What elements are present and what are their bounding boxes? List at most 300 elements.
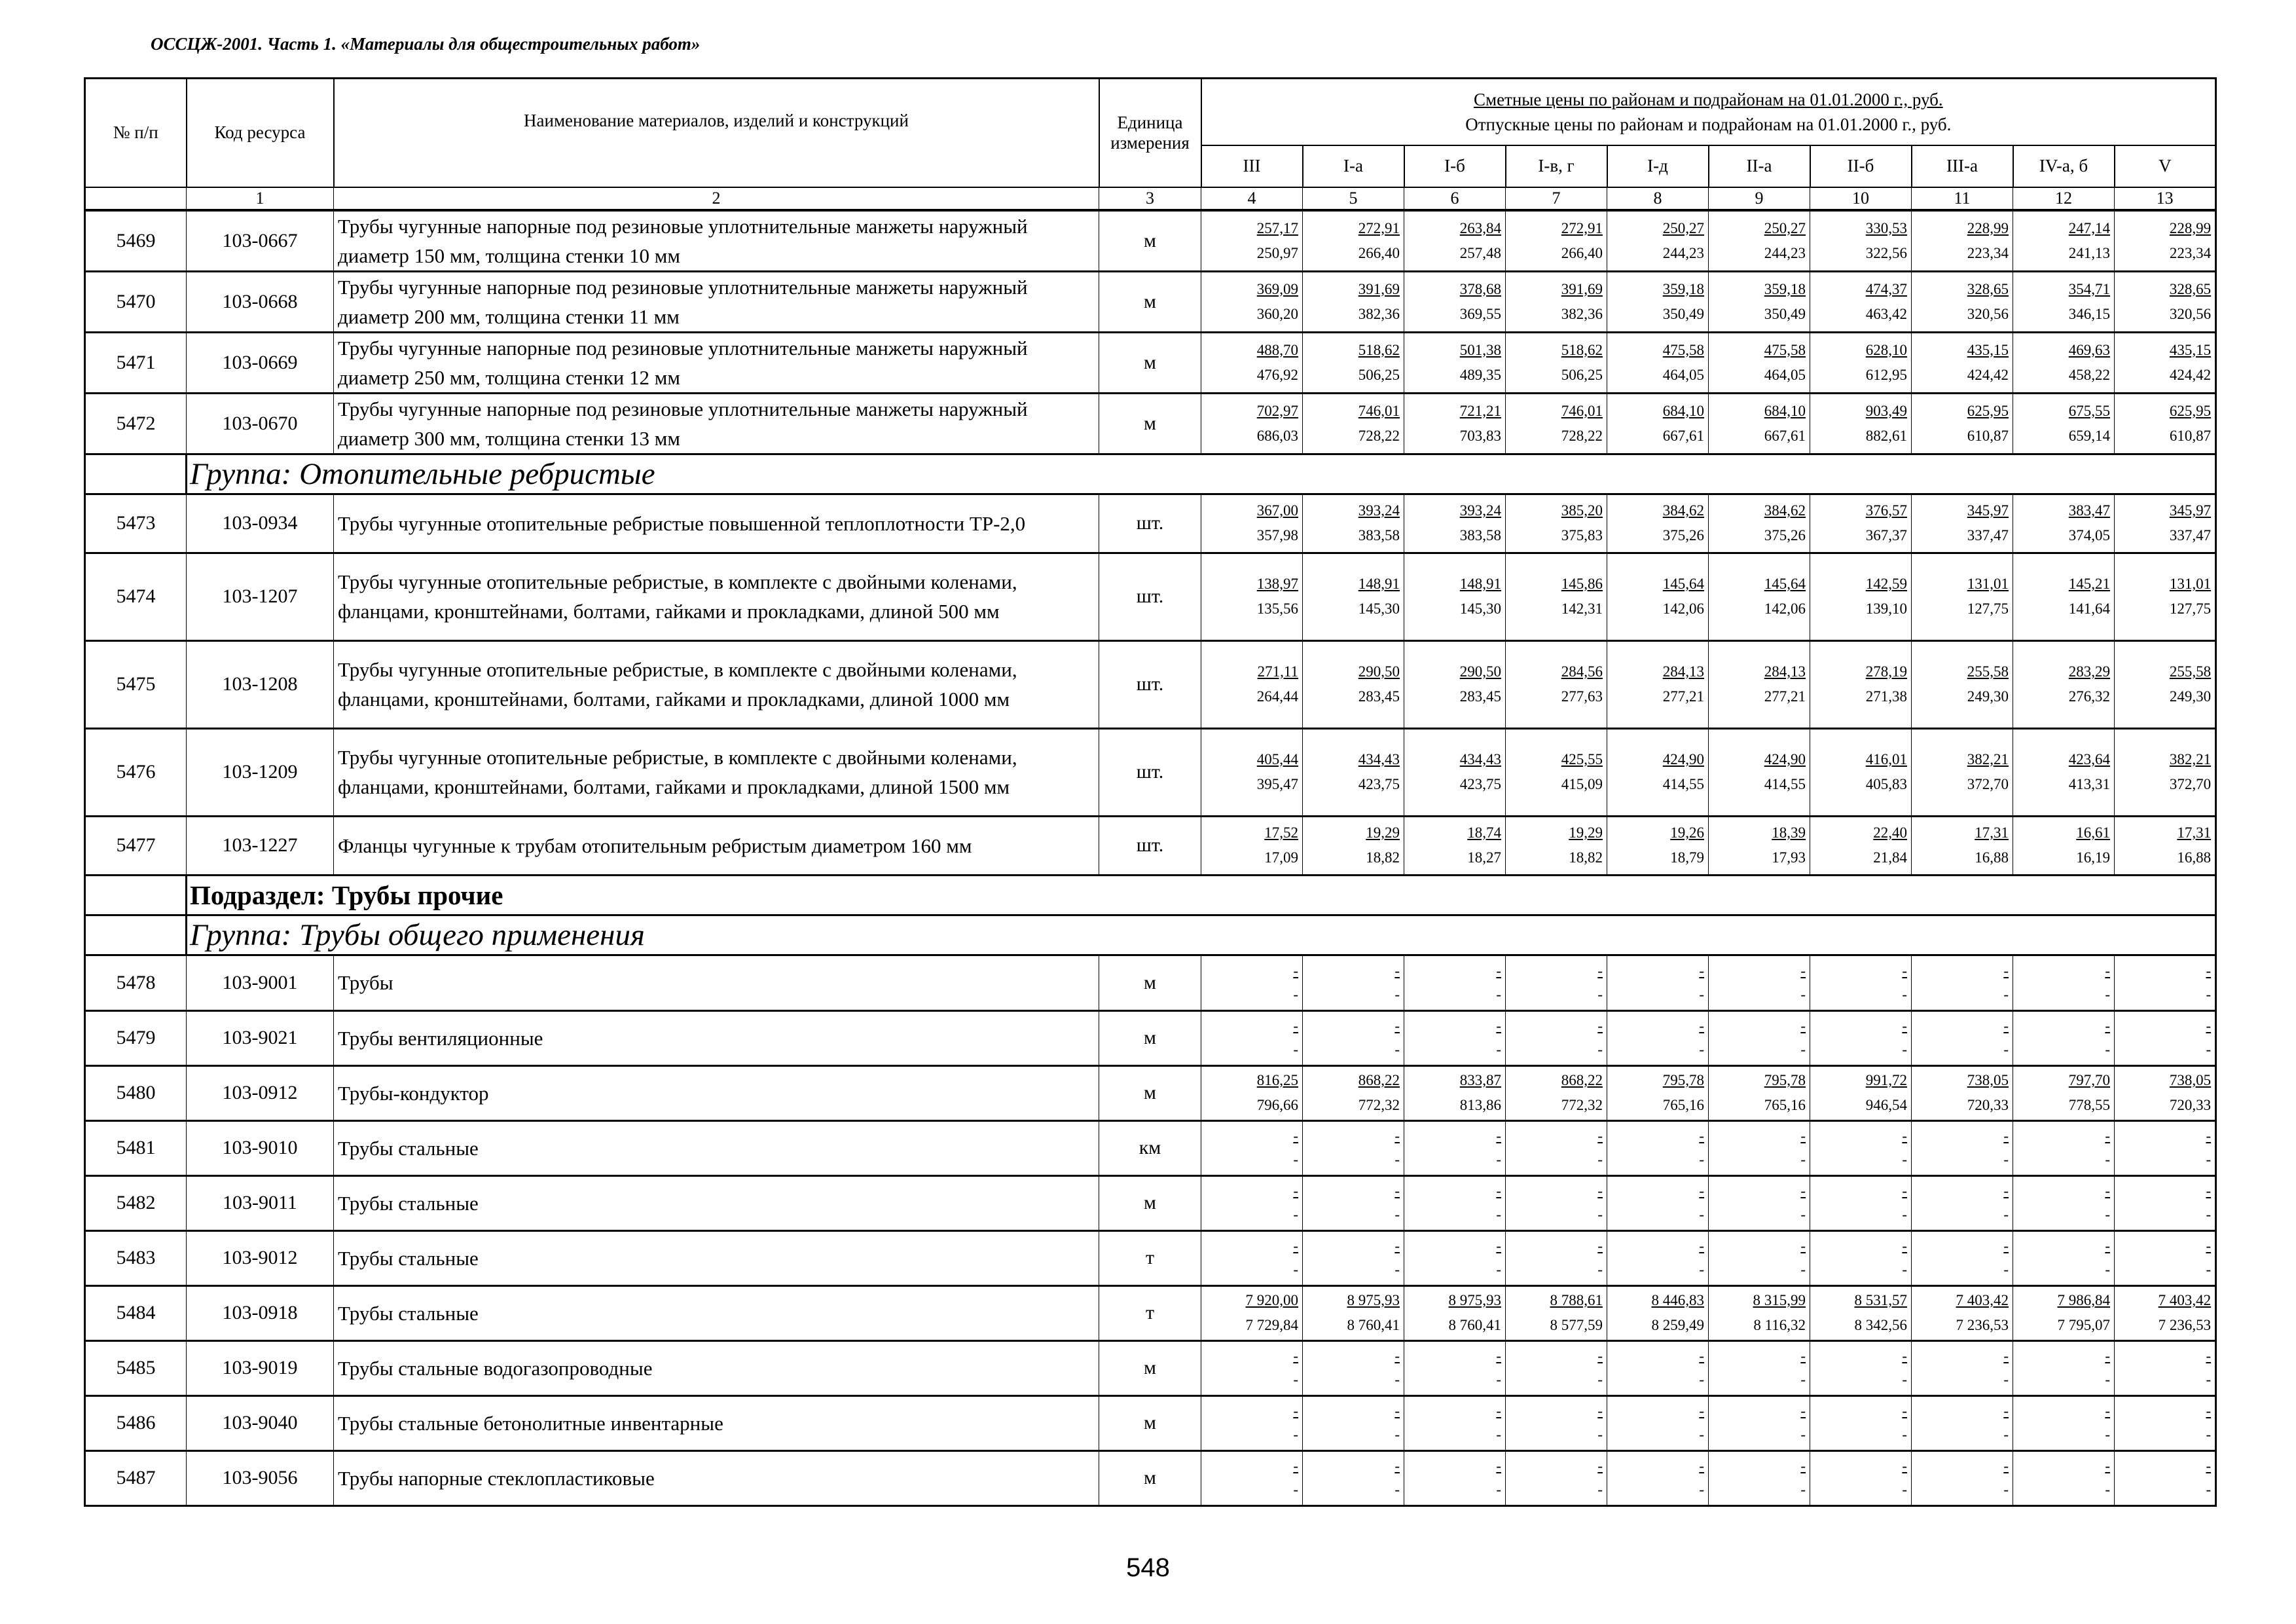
- price-cell: [1506, 955, 1607, 1010]
- release-price: -: [1699, 1426, 1704, 1443]
- estimate-price: 424,90: [1662, 751, 1704, 767]
- estimate-price: 17,31: [1975, 824, 2009, 841]
- release-price: -: [1597, 1041, 1603, 1058]
- release-price: -: [1394, 1426, 1400, 1443]
- price-cell: [1303, 494, 1404, 553]
- price-cell: [1607, 1395, 1709, 1450]
- estimate-price: 746,01: [1358, 402, 1400, 419]
- estimate-price: -: [1597, 1403, 1603, 1419]
- header-unit: Единица измерения: [1099, 79, 1201, 187]
- release-price: 244,23: [1662, 244, 1704, 261]
- estimate-price: -: [1496, 1018, 1501, 1034]
- price-cell: [1506, 640, 1607, 728]
- release-price: 423,75: [1459, 776, 1501, 792]
- price-cell: [1607, 494, 1709, 553]
- release-price: 7 236,53: [1956, 1317, 2009, 1333]
- release-price: -: [1496, 1206, 1501, 1223]
- estimate-price: 18,39: [1772, 824, 1806, 841]
- price-cell: [1607, 271, 1709, 332]
- release-price: -: [2003, 1041, 2009, 1058]
- release-price: 375,26: [1662, 527, 1704, 544]
- resource-code: 103-9019: [187, 1340, 334, 1395]
- estimate-price: 7 920,00: [1245, 1292, 1298, 1308]
- price-cell: [1912, 332, 2013, 393]
- estimate-price: 384,62: [1764, 502, 1806, 519]
- price-cell: [1506, 1450, 1607, 1505]
- release-price: -: [1293, 1426, 1298, 1443]
- material-name: Трубы стальные: [334, 1175, 1099, 1230]
- price-cell: [1303, 1450, 1404, 1505]
- table-row: [85, 494, 2216, 553]
- price-cell: [1201, 494, 1303, 553]
- release-price: -: [1800, 1426, 1806, 1443]
- release-price: 250,97: [1256, 244, 1298, 261]
- estimate-price: -: [1699, 1018, 1704, 1034]
- price-cell: [1709, 1340, 1810, 1395]
- price-cell: [1810, 332, 1912, 393]
- price-cell: [1709, 1450, 1810, 1505]
- price-cell: [1607, 816, 1709, 875]
- estimate-price: -: [2206, 1018, 2212, 1034]
- price-cell: [1201, 728, 1303, 816]
- estimate-price: -: [1902, 1018, 1907, 1034]
- estimate-price: -: [1699, 1403, 1704, 1419]
- release-price: -: [1902, 1481, 1907, 1498]
- estimate-price: 475,58: [1764, 341, 1806, 358]
- release-price: 375,26: [1764, 527, 1806, 544]
- release-price: 337,47: [2169, 527, 2212, 544]
- estimate-price: -: [1293, 1348, 1298, 1364]
- release-price: -: [2206, 1041, 2212, 1058]
- price-cell: [1303, 332, 1404, 393]
- unit-of-measure: м: [1099, 1340, 1201, 1395]
- price-cell: [1607, 955, 1709, 1010]
- release-price: 383,58: [1358, 527, 1400, 544]
- release-price: -: [2003, 1206, 2009, 1223]
- price-cell: [1912, 271, 2013, 332]
- release-price: -: [1902, 986, 1907, 1003]
- estimate-price: 833,87: [1459, 1072, 1501, 1088]
- price-cell: [1404, 1120, 1506, 1175]
- estimate-price: 354,71: [2068, 280, 2110, 297]
- release-price: 264,44: [1256, 688, 1298, 705]
- price-cell: [1404, 1450, 1506, 1505]
- material-name: Трубы чугунные отопительные ребристые повышенной теплоплотности ТР-2,0: [334, 494, 1099, 553]
- release-price: -: [2105, 1151, 2110, 1168]
- material-name: Трубы чугунные напорные под резиновые уплотнительные манжеты наружный диаметр 300 мм, толщина стенки 13 мм: [334, 393, 1099, 454]
- material-name: Трубы напорные стеклопластиковые: [334, 1450, 1099, 1505]
- price-cell: [1607, 1120, 1709, 1175]
- release-price: -: [2206, 1371, 2212, 1388]
- estimate-price: 746,01: [1561, 402, 1603, 419]
- price-cell: [1810, 1230, 1912, 1285]
- release-price: -: [1800, 1041, 1806, 1058]
- table-row: [85, 640, 2216, 728]
- price-cell: [1607, 210, 1709, 272]
- price-cell: [1607, 1065, 1709, 1120]
- table-row: [85, 1010, 2216, 1065]
- release-price: 142,31: [1561, 600, 1603, 617]
- release-price: 415,09: [1561, 776, 1603, 792]
- price-cell: [2115, 816, 2216, 875]
- estimate-price: 378,68: [1459, 280, 1501, 297]
- release-price: 18,82: [1569, 849, 1603, 866]
- estimate-price: 382,21: [2169, 751, 2212, 767]
- estimate-price: 283,29: [2068, 663, 2110, 680]
- resource-code: 103-1227: [187, 816, 334, 875]
- estimate-price: -: [2206, 1403, 2212, 1419]
- estimate-price: 425,55: [1561, 751, 1603, 767]
- estimate-price: 145,64: [1662, 576, 1704, 592]
- price-cell: [2013, 1395, 2115, 1450]
- estimate-price: 359,18: [1764, 280, 1806, 297]
- release-price: -: [2206, 1261, 2212, 1278]
- row-number: 5486: [85, 1395, 187, 1450]
- resource-code: 103-1209: [187, 728, 334, 816]
- estimate-price: 263,84: [1459, 219, 1501, 236]
- row-number: 5487: [85, 1450, 187, 1505]
- price-cell: [1709, 393, 1810, 454]
- price-cell: [2115, 1285, 2216, 1340]
- release-price: 667,61: [1764, 427, 1806, 444]
- estimate-price: 345,97: [2169, 502, 2212, 519]
- price-cell: [1912, 494, 2013, 553]
- estimate-price: -: [2105, 1183, 2110, 1199]
- estimate-price: -: [1293, 1458, 1298, 1474]
- release-price: -: [1394, 1041, 1400, 1058]
- table-row: [85, 1285, 2216, 1340]
- estimate-price: 145,21: [2068, 576, 2110, 592]
- resource-code: 103-9040: [187, 1395, 334, 1450]
- release-price: -: [1699, 1371, 1704, 1388]
- release-price: 139,10: [1865, 600, 1907, 617]
- price-cell: [1912, 553, 2013, 640]
- release-price: 374,05: [2068, 527, 2110, 544]
- price-cell: [1404, 1010, 1506, 1065]
- release-price: -: [1293, 1151, 1298, 1168]
- estimate-price: 8 975,93: [1448, 1292, 1501, 1308]
- estimate-price: 435,15: [2169, 341, 2212, 358]
- estimate-price: -: [1293, 1238, 1298, 1254]
- price-cell: [1404, 553, 1506, 640]
- release-price: 413,31: [2068, 776, 2110, 792]
- release-price: 382,36: [1561, 305, 1603, 322]
- price-cell: [1709, 553, 1810, 640]
- release-price: 728,22: [1358, 427, 1400, 444]
- release-price: 464,05: [1764, 366, 1806, 383]
- row-number: 5479: [85, 1010, 187, 1065]
- estimate-price: -: [1597, 962, 1603, 979]
- price-cell: [1709, 1120, 1810, 1175]
- estimate-price: -: [1394, 1348, 1400, 1364]
- release-price: 350,49: [1764, 305, 1806, 322]
- row-number: 5483: [85, 1230, 187, 1285]
- estimate-price: 148,91: [1358, 576, 1400, 592]
- price-cell: [1303, 271, 1404, 332]
- release-price: 882,61: [1865, 427, 1907, 444]
- estimate-price: 868,22: [1358, 1072, 1400, 1088]
- price-cell: [1201, 816, 1303, 875]
- price-cell: [2013, 1175, 2115, 1230]
- header-region: III-а: [1912, 145, 2013, 187]
- estimate-price: 7 986,84: [2057, 1292, 2110, 1308]
- price-cell: [1810, 494, 1912, 553]
- price-cell: [2115, 1230, 2216, 1285]
- release-price: -: [1597, 1261, 1603, 1278]
- release-price: -: [1902, 1426, 1907, 1443]
- resource-code: 103-0670: [187, 393, 334, 454]
- estimate-price: -: [1293, 1018, 1298, 1034]
- estimate-price: -: [1902, 1458, 1907, 1474]
- release-price: -: [2206, 1206, 2212, 1223]
- price-cell: [1709, 332, 1810, 393]
- price-cell: [1506, 1395, 1607, 1450]
- price-cell: [1404, 1230, 1506, 1285]
- price-cell: [1506, 210, 1607, 272]
- estimate-price: 19,29: [1366, 824, 1400, 841]
- release-price: 464,05: [1662, 366, 1704, 383]
- unit-of-measure: шт.: [1099, 816, 1201, 875]
- release-price: 257,48: [1459, 244, 1501, 261]
- release-price: -: [1496, 1371, 1501, 1388]
- release-price: 249,30: [1967, 688, 2009, 705]
- estimate-price: 345,97: [1967, 502, 2009, 519]
- release-price: 283,45: [1358, 688, 1400, 705]
- group-title: Группа: Трубы общего применения: [187, 915, 2216, 955]
- price-cell: [1810, 553, 1912, 640]
- resource-code: 103-9056: [187, 1450, 334, 1505]
- unit-of-measure: т: [1099, 1285, 1201, 1340]
- estimate-price: -: [2206, 1348, 2212, 1364]
- release-price: 127,75: [1967, 600, 2009, 617]
- estimate-price: 284,56: [1561, 663, 1603, 680]
- price-cell: [1303, 210, 1404, 272]
- estimate-price: 328,65: [2169, 280, 2212, 297]
- release-price: 463,42: [1865, 305, 1907, 322]
- release-price: 367,37: [1865, 527, 1907, 544]
- resource-code: 103-1207: [187, 553, 334, 640]
- release-price: -: [1597, 1206, 1603, 1223]
- estimate-price: 19,29: [1569, 824, 1603, 841]
- estimate-price: 8 446,83: [1651, 1292, 1704, 1308]
- release-price: 703,83: [1459, 427, 1501, 444]
- estimate-price: -: [1800, 962, 1806, 979]
- release-price: 276,32: [2068, 688, 2110, 705]
- column-number: 3: [1099, 187, 1201, 210]
- estimate-price: 391,69: [1561, 280, 1603, 297]
- release-price: 382,36: [1358, 305, 1400, 322]
- estimate-price: 795,78: [1662, 1072, 1704, 1088]
- column-number: 8: [1607, 187, 1709, 210]
- material-name: Трубы: [334, 955, 1099, 1010]
- release-price: 266,40: [1358, 244, 1400, 261]
- release-price: 266,40: [1561, 244, 1603, 261]
- material-name: Трубы стальные бетонолитные инвентарные: [334, 1395, 1099, 1450]
- release-price: 223,34: [1967, 244, 2009, 261]
- price-cell: [1607, 393, 1709, 454]
- column-number: 12: [2013, 187, 2115, 210]
- price-cell: [2115, 1065, 2216, 1120]
- estimate-price: -: [1699, 1458, 1704, 1474]
- estimate-price: -: [1394, 1183, 1400, 1199]
- release-price: -: [1496, 1481, 1501, 1498]
- price-cell: [2013, 1010, 2115, 1065]
- price-cell: [1303, 1395, 1404, 1450]
- release-price: -: [1394, 1151, 1400, 1168]
- estimate-price: 434,43: [1358, 751, 1400, 767]
- header-region: I-в, г: [1506, 145, 1607, 187]
- price-cell: [1404, 1285, 1506, 1340]
- estimate-price: 272,91: [1561, 219, 1603, 236]
- price-cell: [1303, 1285, 1404, 1340]
- price-cell: [1303, 393, 1404, 454]
- material-name: Трубы чугунные отопительные ребристые, в комплекте с двойными коленами, фланцами, кронштейнами, болтами, гайками и прокладками, длиной 500 мм: [334, 553, 1099, 640]
- table-row: [85, 1230, 2216, 1285]
- release-price: 8 259,49: [1651, 1317, 1704, 1333]
- price-cell: [1709, 1285, 1810, 1340]
- price-cell: [2013, 1340, 2115, 1395]
- release-price: -: [1293, 1261, 1298, 1278]
- estimate-price: 17,31: [2177, 824, 2212, 841]
- price-cell: [1201, 1285, 1303, 1340]
- price-cell: [1506, 1010, 1607, 1065]
- row-number: 5482: [85, 1175, 187, 1230]
- release-price: 506,25: [1358, 366, 1400, 383]
- estimate-price: -: [1597, 1018, 1603, 1034]
- estimate-price: -: [2206, 962, 2212, 979]
- estimate-price: 7 403,42: [1956, 1292, 2009, 1308]
- price-cell: [1709, 1175, 1810, 1230]
- price-cell: [1201, 1065, 1303, 1120]
- release-price: 610,87: [1967, 427, 2009, 444]
- release-price: 7 236,53: [2158, 1317, 2212, 1333]
- estimate-price: -: [2003, 1018, 2009, 1034]
- row-number: 5481: [85, 1120, 187, 1175]
- header-prices-release: Отпускные цены по районам и подрайонам на 01.01.2000 г., руб.: [1465, 114, 1952, 134]
- price-cell: [2115, 1010, 2216, 1065]
- estimate-price: -: [1496, 1238, 1501, 1254]
- unit-of-measure: м: [1099, 1175, 1201, 1230]
- column-number: 6: [1404, 187, 1506, 210]
- release-price: 667,61: [1662, 427, 1704, 444]
- estimate-price: 474,37: [1865, 280, 1907, 297]
- release-price: -: [1293, 1206, 1298, 1223]
- row-number: 5470: [85, 271, 187, 332]
- release-price: -: [1597, 986, 1603, 1003]
- estimate-price: 501,38: [1459, 341, 1501, 358]
- unit-of-measure: т: [1099, 1230, 1201, 1285]
- estimate-price: 369,09: [1256, 280, 1298, 297]
- release-price: 765,16: [1764, 1097, 1806, 1113]
- estimate-price: 148,91: [1459, 576, 1501, 592]
- price-cell: [2013, 210, 2115, 272]
- estimate-price: 675,55: [2068, 402, 2110, 419]
- release-price: -: [2105, 1206, 2110, 1223]
- group-heading-row: [85, 915, 2216, 955]
- price-cell: [1912, 1065, 2013, 1120]
- resource-code: 103-0934: [187, 494, 334, 553]
- release-price: 322,56: [1865, 244, 1907, 261]
- estimate-price: -: [2105, 1018, 2110, 1034]
- price-cell: [2013, 553, 2115, 640]
- column-number: 1: [187, 187, 334, 210]
- release-price: 337,47: [1967, 527, 2009, 544]
- release-price: 21,84: [1873, 849, 1907, 866]
- material-name: Фланцы чугунные к трубам отопительным ребристым диаметром 160 мм: [334, 816, 1099, 875]
- resource-code: 103-1208: [187, 640, 334, 728]
- price-cell: [2115, 393, 2216, 454]
- estimate-price: 272,91: [1358, 219, 1400, 236]
- release-price: 395,47: [1256, 776, 1298, 792]
- unit-of-measure: м: [1099, 271, 1201, 332]
- release-price: -: [1597, 1426, 1603, 1443]
- estimate-price: -: [2206, 1183, 2212, 1199]
- price-cell: [1201, 640, 1303, 728]
- release-price: 241,13: [2068, 244, 2110, 261]
- price-cell: [1506, 1175, 1607, 1230]
- price-cell: [1912, 210, 2013, 272]
- header-region: I-а: [1303, 145, 1404, 187]
- release-price: 414,55: [1662, 776, 1704, 792]
- table-row: [85, 210, 2216, 272]
- price-cell: [1201, 393, 1303, 454]
- price-cell: [1404, 640, 1506, 728]
- material-name: Трубы стальные водогазопроводные: [334, 1340, 1099, 1395]
- material-name: Трубы стальные: [334, 1230, 1099, 1285]
- release-price: 18,79: [1670, 849, 1704, 866]
- release-price: 249,30: [2169, 688, 2212, 705]
- header-prices-estimate: Сметные цены по районам и подрайонам на 01.01.2000 г., руб.: [1473, 89, 1943, 109]
- resource-code: 103-9021: [187, 1010, 334, 1065]
- price-cell: [1404, 271, 1506, 332]
- estimate-price: 393,24: [1459, 502, 1501, 519]
- estimate-price: -: [1902, 1238, 1907, 1254]
- price-cell: [1810, 1120, 1912, 1175]
- resource-code: 103-0668: [187, 271, 334, 332]
- price-cell: [1201, 210, 1303, 272]
- estimate-price: 290,50: [1459, 663, 1501, 680]
- price-cell: [1912, 1010, 2013, 1065]
- unit-of-measure: м: [1099, 1065, 1201, 1120]
- release-price: 8 116,32: [1753, 1317, 1806, 1333]
- estimate-price: -: [1496, 1458, 1501, 1474]
- estimate-price: -: [1800, 1018, 1806, 1034]
- empty-cell: [85, 915, 187, 955]
- price-cell: [1404, 1395, 1506, 1450]
- price-cell: [1810, 1395, 1912, 1450]
- resource-code: 103-0912: [187, 1065, 334, 1120]
- release-price: -: [2003, 1481, 2009, 1498]
- price-cell: [1404, 332, 1506, 393]
- subsection-title: Подраздел: Трубы прочие: [187, 875, 2216, 915]
- release-price: 142,06: [1764, 600, 1806, 617]
- price-cell: [1303, 728, 1404, 816]
- row-number: 5476: [85, 728, 187, 816]
- price-cell: [1912, 640, 2013, 728]
- price-cell: [1607, 640, 1709, 728]
- estimate-price: 518,62: [1561, 341, 1603, 358]
- header-prices: [1201, 79, 2216, 145]
- unit-of-measure: м: [1099, 955, 1201, 1010]
- release-price: 489,35: [1459, 366, 1501, 383]
- unit-of-measure: шт.: [1099, 494, 1201, 553]
- estimate-price: -: [1496, 1128, 1501, 1144]
- price-cell: [1709, 271, 1810, 332]
- price-cell: [1810, 210, 1912, 272]
- estimate-price: 250,27: [1764, 219, 1806, 236]
- price-cell: [1404, 1175, 1506, 1230]
- release-price: -: [1293, 1041, 1298, 1058]
